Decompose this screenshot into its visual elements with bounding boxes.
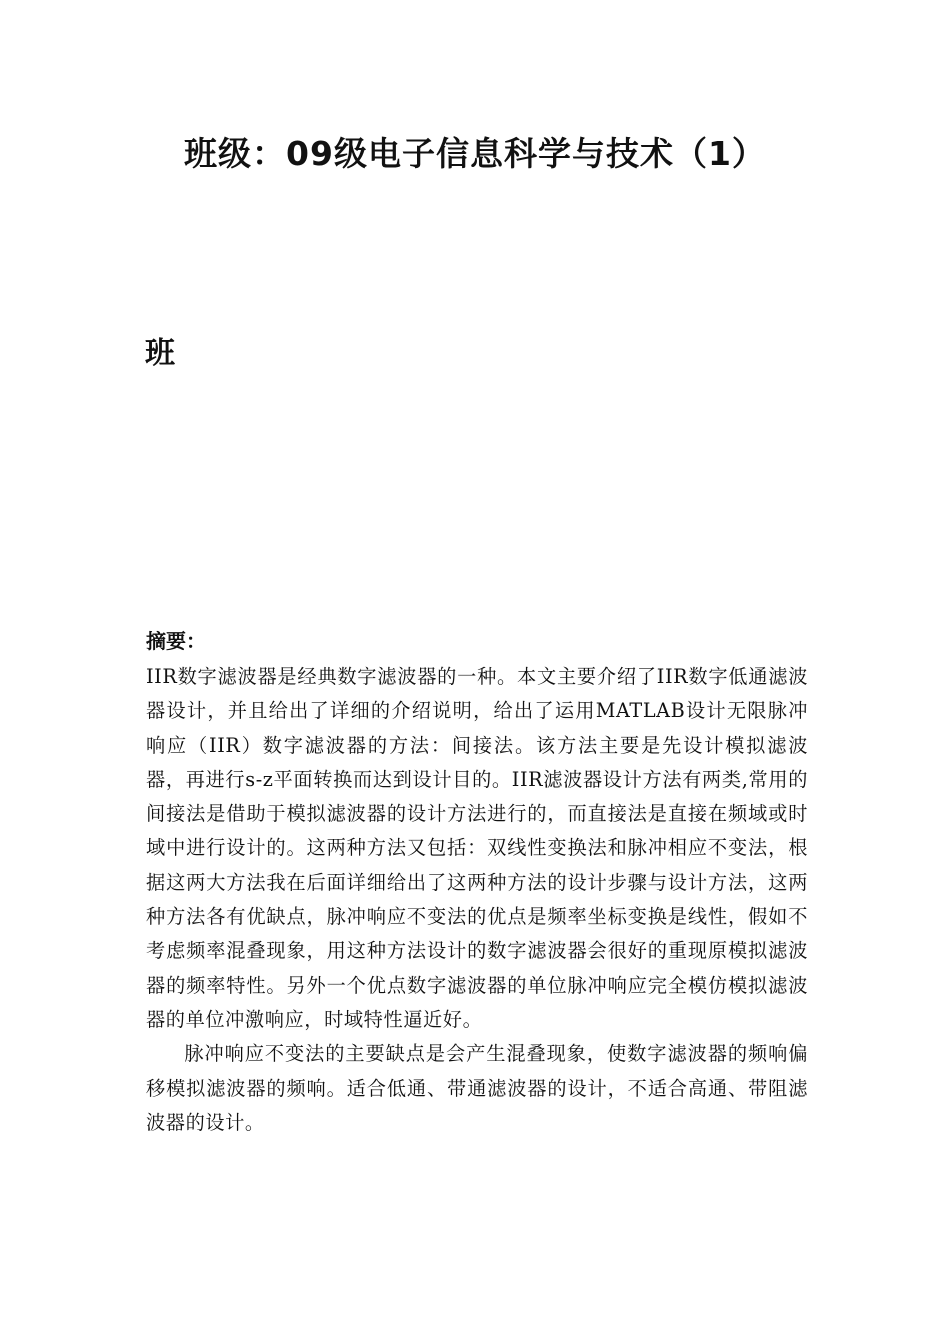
abstract-paragraph: IIR数字滤波器是经典数字滤波器的一种。本文主要介绍了IIR数字低通滤波器设计，并且给出了详细的介绍说明，给出了运用MATLAB设计无限脉冲响应（IIR）数字滤波器的方法：间接法。该方法主要是先设计模拟滤波器，再进行s-z平面转换而达到设计目的。IIR滤波器设计方法有两类,常用的间接法是借助于模拟滤波器的设计方法进行的，而直接法是直接在频域或时域中进行设计的。这两种方法又包括：双线性变换法和脉冲相应不变法，根据这两大方法我在后面详细给出了这两种方法的设计步骤与设计方法，这两种方法各有优缺点，脉冲响应不变法的优点是频率坐标变换是线性，假如不考虑频率混叠现象，用这种方法设计的数字滤波器会很好的重现原模拟滤波器的频率特性。另外一个优点数字滤波器的单位脉冲响应完全模仿模拟滤波器的单位冲激响应，时域特性逼近好。 — [146, 665, 808, 1031]
document-title: 班级：09级电子信息科学与技术（1） — [184, 134, 766, 173]
abstract-heading: 摘要： — [146, 629, 206, 653]
abstract-paragraph: 脉冲响应不变法的主要缺点是会产生混叠现象，使数字滤波器的频响偏移模拟滤波器的频响。适合低通、带通滤波器的设计，不适合高通、带阻滤波器的设计。 — [146, 1042, 808, 1134]
class-label: 班 — [145, 336, 175, 371]
abstract-body — [146, 660, 808, 1140]
